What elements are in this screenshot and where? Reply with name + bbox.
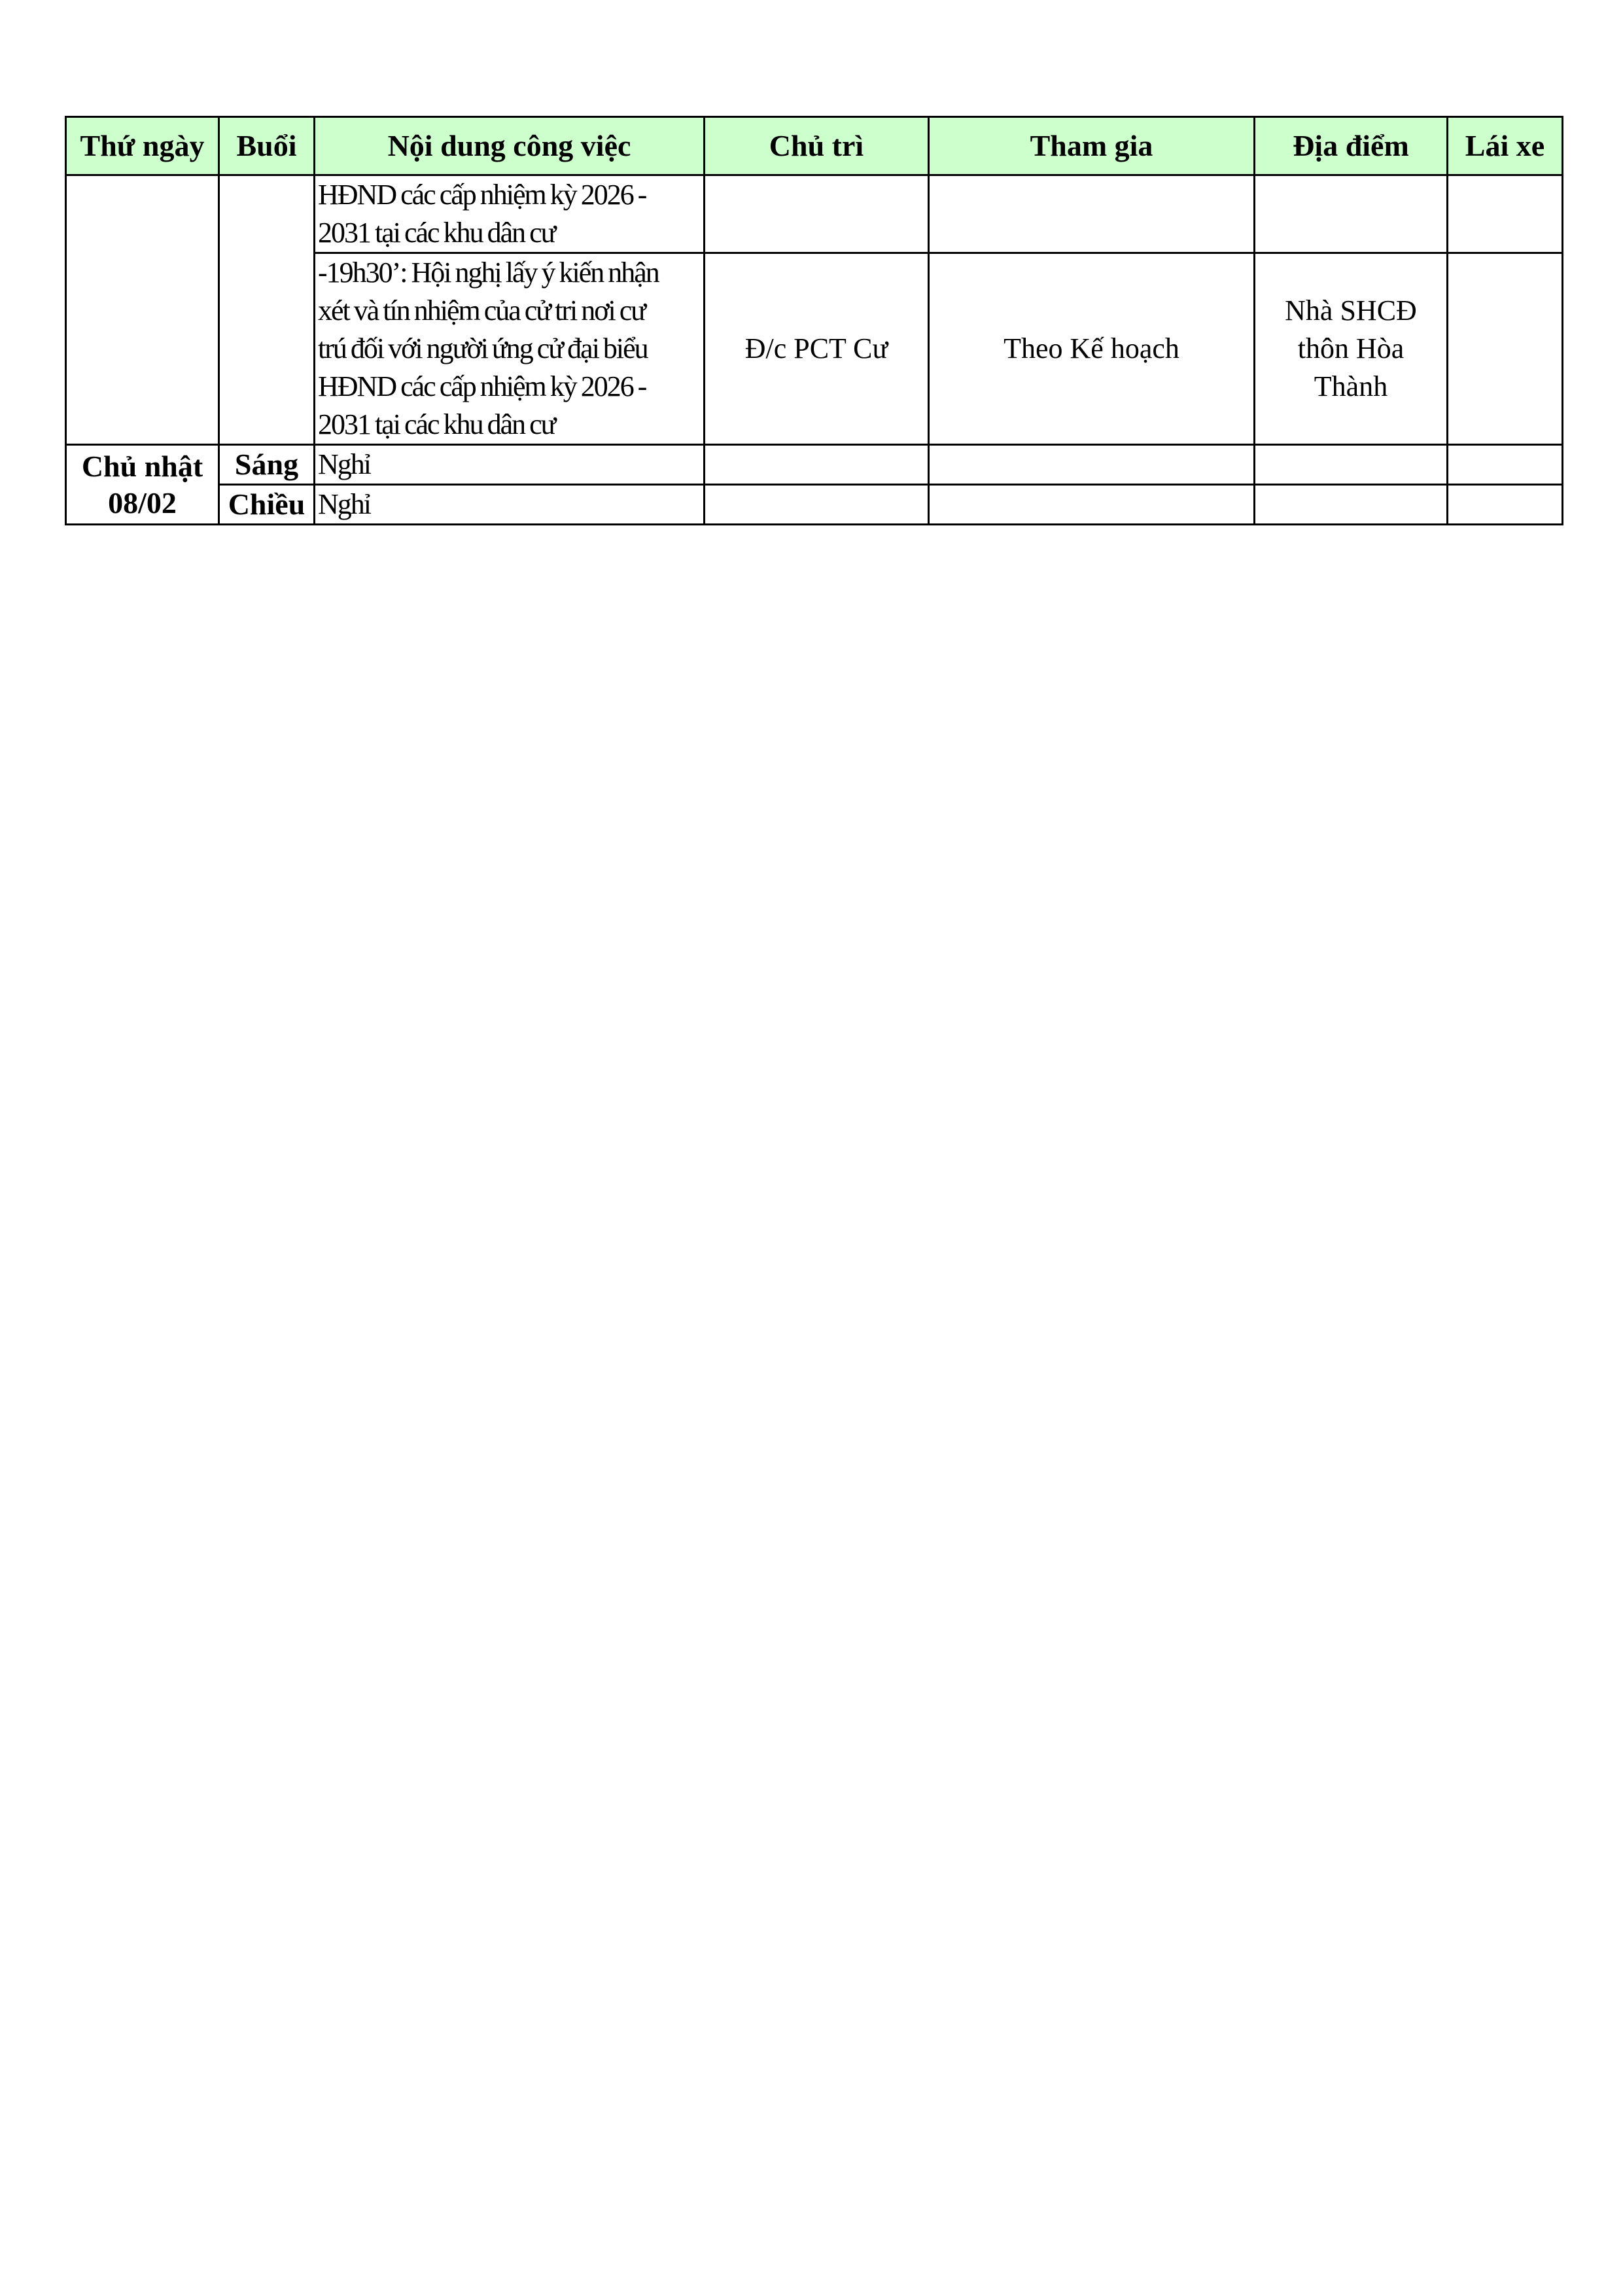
session-cell-empty bbox=[219, 175, 315, 445]
header-participants: Tham gia bbox=[929, 117, 1255, 175]
table-header-row bbox=[66, 117, 1563, 175]
location-cell bbox=[1255, 253, 1448, 445]
participants-cell: Theo Kế hoạch bbox=[929, 253, 1255, 445]
content-line: xét và tín nhiệm của cử tri nơi cư bbox=[318, 294, 646, 327]
location-cell bbox=[1255, 485, 1448, 525]
location-cell bbox=[1255, 445, 1448, 485]
content-line: 2031 tại các khu dân cư bbox=[318, 408, 555, 440]
header-day: Thứ ngày bbox=[66, 117, 219, 175]
header-host: Chủ trì bbox=[705, 117, 929, 175]
header-location: Địa điểm bbox=[1255, 117, 1448, 175]
driver-cell bbox=[1448, 253, 1563, 445]
host-cell bbox=[705, 445, 929, 485]
content-line: 2031 tại các khu dân cư bbox=[318, 217, 555, 249]
content-line: HĐND các cấp nhiệm kỳ 2026 - bbox=[318, 179, 646, 211]
header-driver: Lái xe bbox=[1448, 117, 1563, 175]
header-session: Buổi bbox=[219, 117, 315, 175]
header-content: Nội dung công việc bbox=[315, 117, 705, 175]
host-cell bbox=[705, 175, 929, 253]
content-line: HĐND các cấp nhiệm kỳ 2026 - bbox=[318, 370, 646, 402]
participants-cell bbox=[929, 175, 1255, 253]
day-date: 08/02 bbox=[108, 486, 177, 520]
participants-cell bbox=[929, 485, 1255, 525]
driver-cell bbox=[1448, 175, 1563, 253]
table-row bbox=[66, 485, 1563, 525]
content-cell bbox=[315, 253, 705, 445]
content-cell: Nghỉ bbox=[315, 445, 705, 485]
session-cell-afternoon: Chiều bbox=[219, 485, 315, 525]
work-schedule-table bbox=[65, 116, 1563, 525]
content-cell: Nghỉ bbox=[315, 485, 705, 525]
content-line: -19h30’: Hội nghị lấy ý kiến nhận bbox=[318, 256, 659, 289]
content-cell bbox=[315, 175, 705, 253]
day-cell-sunday bbox=[66, 445, 219, 525]
day-label: Chủ nhật bbox=[81, 449, 203, 483]
location-line: Thành bbox=[1314, 370, 1388, 402]
location-line: Nhà SHCĐ bbox=[1285, 294, 1417, 327]
host-cell bbox=[705, 485, 929, 525]
session-cell-morning: Sáng bbox=[219, 445, 315, 485]
driver-cell bbox=[1448, 445, 1563, 485]
location-cell bbox=[1255, 175, 1448, 253]
location-line: thôn Hòa bbox=[1297, 332, 1405, 364]
content-line: trú đối với người ứng cử đại biểu bbox=[318, 332, 648, 364]
participants-cell bbox=[929, 445, 1255, 485]
day-cell-empty bbox=[66, 175, 219, 445]
driver-cell bbox=[1448, 485, 1563, 525]
table-row bbox=[66, 445, 1563, 485]
table-row bbox=[66, 175, 1563, 253]
host-cell: Đ/c PCT Cư bbox=[705, 253, 929, 445]
